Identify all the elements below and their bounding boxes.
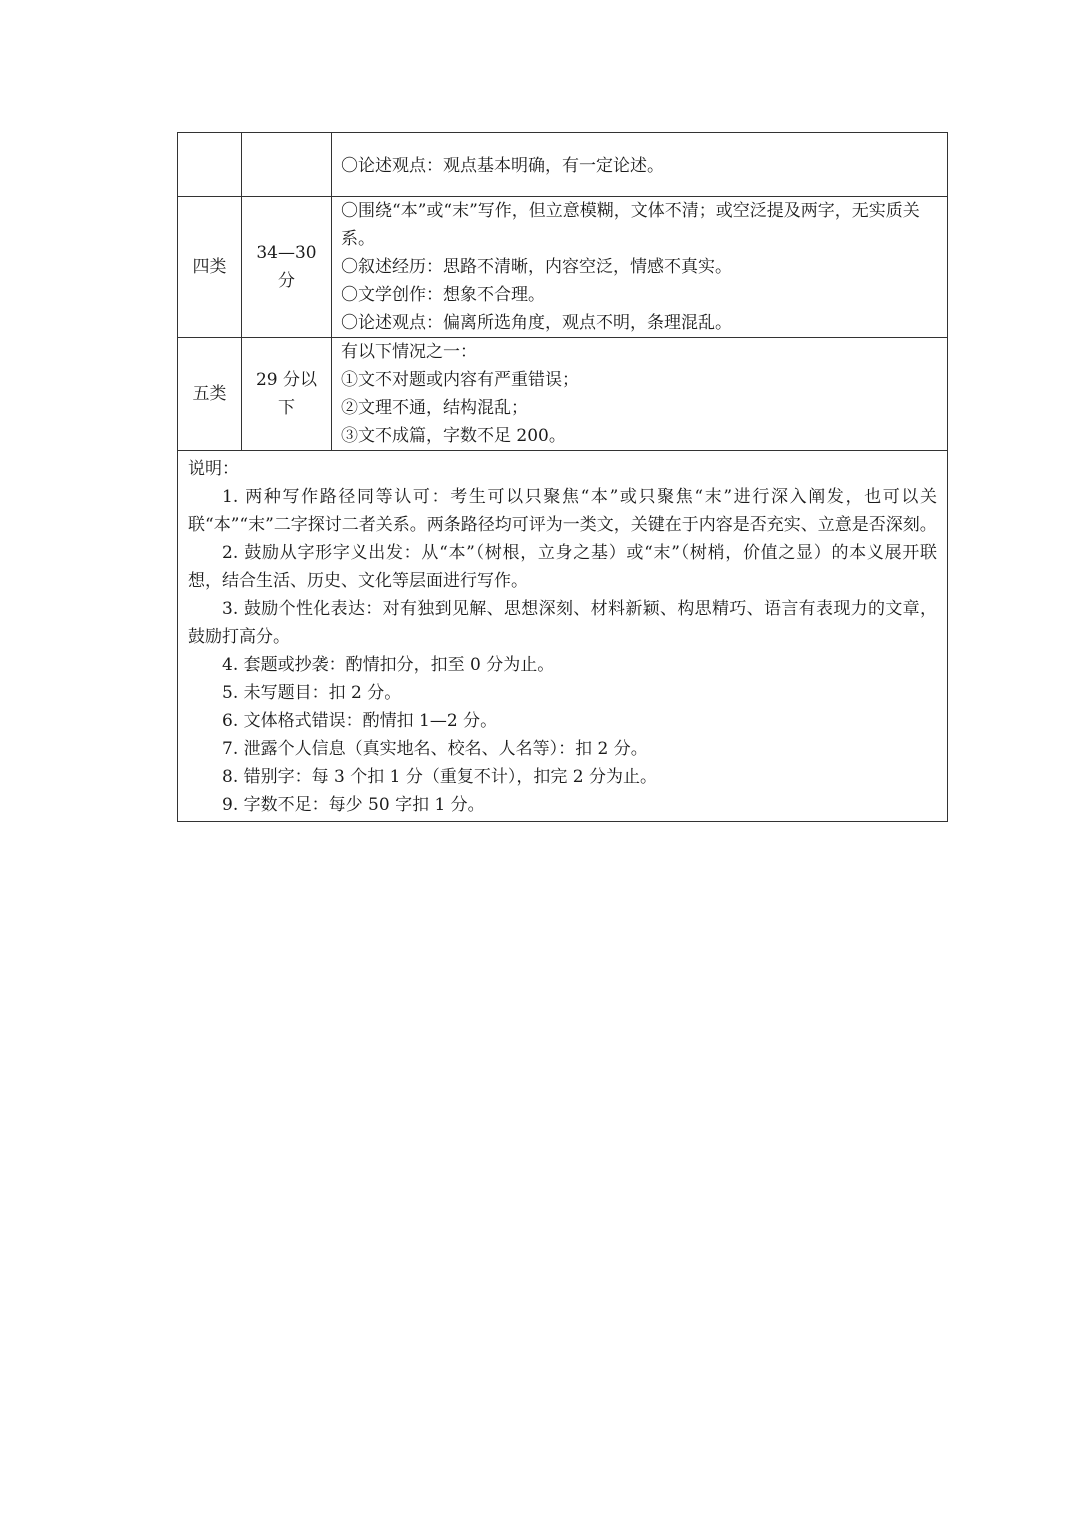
score-cell: [242, 338, 332, 451]
note-item: 8. 错别字：每 3 个扣 1 分（重复不计），扣完 2 分为止。: [222, 767, 657, 787]
note-item: 7. 泄露个人信息（真实地名、校名、人名等）：扣 2 分。: [222, 739, 648, 759]
score-cell: [242, 133, 332, 197]
criteria-line: ①文不对题或内容有严重错误；: [341, 370, 579, 390]
score-unit: 下: [278, 398, 295, 418]
score-cell: [242, 197, 332, 338]
criteria-cell: [332, 133, 948, 197]
criteria-line: 〇论述观点：偏离所选角度，观点不明，条理混乱。: [341, 313, 732, 333]
rubric-notes-row: [178, 451, 948, 822]
rubric-row-continued: [178, 133, 948, 197]
note-item: 4. 套题或抄袭：酌情扣分，扣至 0 分为止。: [222, 655, 555, 675]
criteria-line: 〇围绕“本”或“末”写作，但立意模糊，文体不清；或空泛提及两字，无实质关系。: [341, 201, 920, 249]
note-item: 5. 未写题目：扣 2 分。: [222, 683, 402, 703]
note-item: 9. 字数不足：每少 50 字扣 1 分。: [222, 795, 485, 815]
score-unit: 分: [278, 271, 295, 291]
category-label: 五类: [192, 384, 227, 404]
score-range: 29 分以: [255, 370, 318, 390]
category-cell: [178, 338, 242, 451]
criteria-line: 有以下情况之一：: [341, 342, 477, 362]
criteria-line: 〇叙述经历：思路不清晰，内容空泛，情感不真实。: [341, 257, 732, 277]
note-item: 3. 鼓励个性化表达：对有独到见解、思想深刻、材料新颖、构思精巧、语言有表现力的文章，鼓励打高分。: [188, 599, 937, 647]
criteria-line: ②文理不通，结构混乱；: [341, 398, 528, 418]
category-cell: [178, 197, 242, 338]
rubric-row-class-4: [178, 197, 948, 338]
score-range: 34—30: [256, 243, 317, 263]
criteria-cell: [332, 338, 948, 451]
criteria-line: ③文不成篇，字数不足 200。: [341, 426, 566, 446]
criteria-line: 〇论述观点：观点基本明确，有一定论述。: [341, 155, 664, 176]
note-item: 6. 文体格式错误：酌情扣 1—2 分。: [222, 711, 498, 731]
criteria-cell: [332, 197, 948, 338]
scoring-rubric-table: [177, 132, 948, 822]
notes-heading: 说明：: [188, 459, 239, 479]
rubric-row-class-5: [178, 338, 948, 451]
criteria-line: 〇文学创作：想象不合理。: [341, 285, 545, 305]
category-label: 四类: [192, 257, 227, 277]
note-item: 2. 鼓励从字形字义出发：从“本”（树根，立身之基）或“末”（树梢，价值之显）的本义展开联想，结合生活、历史、文化等层面进行写作。: [188, 543, 937, 591]
notes-cell: [178, 451, 948, 822]
note-item: 1. 两种写作路径同等认可：考生可以只聚焦“本”或只聚焦“末”进行深入阐发，也可以关联“本”“末”二字探讨二者关系。两条路径均可评为一类文，关键在于内容是否充实、立意是否深刻。: [188, 487, 937, 535]
category-cell: [178, 133, 242, 197]
